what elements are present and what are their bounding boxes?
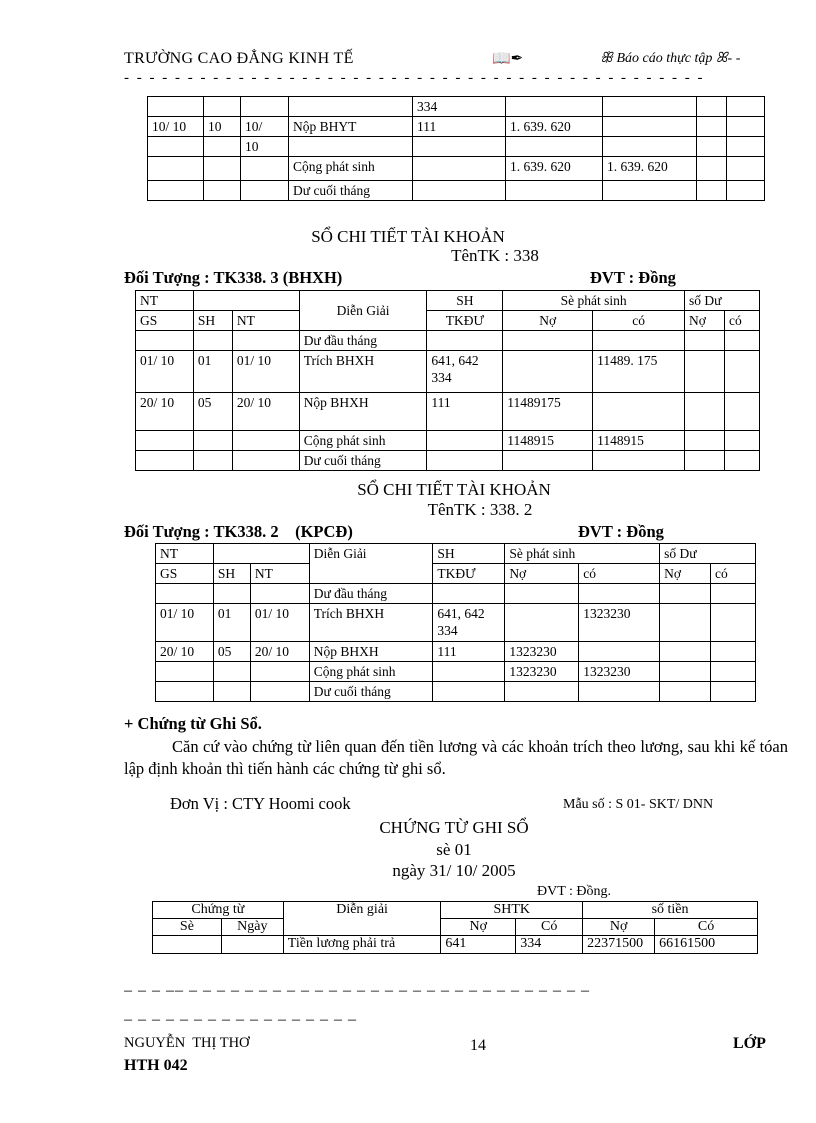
cell bbox=[153, 936, 222, 954]
cell bbox=[250, 584, 309, 604]
cell bbox=[724, 393, 759, 431]
cell: 01/ 10 bbox=[250, 604, 309, 642]
cell bbox=[727, 181, 765, 201]
h-amount: số tiền bbox=[583, 902, 758, 919]
cell bbox=[156, 682, 214, 702]
cell bbox=[427, 431, 503, 451]
cell bbox=[156, 662, 214, 682]
h-so: Sè bbox=[153, 919, 222, 936]
cell bbox=[433, 682, 505, 702]
cell bbox=[711, 584, 756, 604]
h-co: Có bbox=[516, 919, 583, 936]
section1-account: TênTK : 338 bbox=[451, 246, 539, 265]
cell bbox=[660, 642, 711, 662]
section2-title: SỔ CHI TIẾT TÀI KHOẢN bbox=[357, 480, 551, 499]
cell: 10/ 10 bbox=[148, 117, 204, 137]
h-sh-col: SH bbox=[193, 311, 232, 331]
cell bbox=[250, 682, 309, 702]
voucher-date: ngày 31/ 10/ 2005 bbox=[392, 861, 516, 880]
cell: 20/ 10 bbox=[232, 393, 299, 431]
cell bbox=[413, 137, 506, 157]
cell: Nộp BHXH bbox=[299, 393, 427, 431]
cell bbox=[685, 451, 725, 471]
cell bbox=[711, 662, 756, 682]
book-pen-icon: 📖✒ bbox=[492, 51, 524, 67]
cell: 05 bbox=[193, 393, 232, 431]
cell bbox=[711, 682, 756, 702]
h-desc: Diễn Giải bbox=[299, 291, 427, 331]
class-label: LỚP bbox=[733, 1035, 766, 1052]
cell: Dư đầu tháng bbox=[299, 331, 427, 351]
cell bbox=[193, 431, 232, 451]
cell bbox=[289, 97, 413, 117]
cell: 334 bbox=[516, 936, 583, 954]
cell: 01/ 10 bbox=[156, 604, 214, 642]
cell bbox=[136, 331, 194, 351]
cell bbox=[148, 157, 204, 181]
cell: 1. 639. 620 bbox=[506, 157, 603, 181]
cell bbox=[204, 97, 241, 117]
cell bbox=[213, 682, 250, 702]
report-title: ꕥ Báo cáo thực tập ꕤ- - bbox=[600, 51, 741, 66]
page-number: 14 bbox=[470, 1037, 486, 1054]
table-row bbox=[148, 97, 765, 117]
footer-divider-1: – – – –– – – – – – – – – – – – – – – – – – – – – – – – – – – – – – bbox=[124, 982, 590, 999]
cell: 20/ 10 bbox=[250, 642, 309, 662]
section2-object: Đối Tượng : TK338. 2 (KPCĐ) bbox=[124, 522, 353, 541]
h-nt: NT bbox=[156, 544, 214, 564]
cell bbox=[724, 331, 759, 351]
cell: 1. 639. 620 bbox=[603, 157, 697, 181]
cell: 1323230 bbox=[579, 604, 660, 642]
cell bbox=[193, 451, 232, 471]
h-nt-col: NT bbox=[232, 311, 299, 331]
cell bbox=[697, 157, 727, 181]
cell bbox=[593, 331, 685, 351]
cell bbox=[727, 157, 765, 181]
cell bbox=[505, 682, 579, 702]
section1-title: SỔ CHI TIẾT TÀI KHOẢN bbox=[311, 227, 505, 246]
cell bbox=[241, 181, 289, 201]
cell bbox=[232, 431, 299, 451]
cell bbox=[506, 137, 603, 157]
voucher-heading: + Chứng từ Ghi Sổ. bbox=[124, 714, 262, 733]
h-no-balance: Nợ bbox=[660, 564, 711, 584]
cell bbox=[503, 331, 593, 351]
cell bbox=[433, 584, 505, 604]
cell: Cộng phát sinh bbox=[309, 662, 433, 682]
h-desc: Diễn Giải bbox=[309, 544, 433, 584]
cell: 10/ bbox=[241, 117, 289, 137]
cell bbox=[711, 642, 756, 662]
cell: Trích BHXH bbox=[299, 351, 427, 393]
cell: Dư cuối tháng bbox=[299, 451, 427, 471]
h-co-amount: Có bbox=[655, 919, 758, 936]
cell bbox=[136, 451, 194, 471]
cell: 01 bbox=[193, 351, 232, 393]
ledger-table-kpcd bbox=[155, 543, 756, 702]
cell bbox=[724, 451, 759, 471]
cell: 111 bbox=[433, 642, 505, 662]
h-arise: Sè phát sinh bbox=[503, 291, 685, 311]
table-row bbox=[156, 682, 756, 702]
header-divider: - - - - - - - - - - - - - - - - - - - - - - - - - - - - - - - - - - - - - - - - - - - - - - bbox=[124, 70, 705, 86]
section1-unit: ĐVT : Đồng bbox=[590, 268, 676, 287]
cell: 01 bbox=[213, 604, 250, 642]
cell bbox=[213, 662, 250, 682]
cell bbox=[427, 451, 503, 471]
cell: 111 bbox=[413, 117, 506, 137]
cell bbox=[593, 451, 685, 471]
section2-unit: ĐVT : Đồng bbox=[578, 522, 664, 541]
cell: 11489. 175 bbox=[593, 351, 685, 393]
cell: 01/ 10 bbox=[136, 351, 194, 393]
cell bbox=[505, 584, 579, 604]
cell: Dư cuối tháng bbox=[289, 181, 413, 201]
cell bbox=[579, 642, 660, 662]
cell bbox=[433, 662, 505, 682]
cell: 1. 639. 620 bbox=[506, 117, 603, 137]
cell: 111 bbox=[427, 393, 503, 431]
table-row bbox=[136, 431, 760, 451]
cell bbox=[603, 137, 697, 157]
cell bbox=[603, 97, 697, 117]
ledger-table-bhxh bbox=[135, 290, 760, 471]
section1-object: Đối Tượng : TK338. 3 (BHXH) bbox=[124, 268, 343, 287]
cell: 10 bbox=[241, 137, 289, 157]
table-row bbox=[156, 584, 756, 604]
h-arise: Sè phát sinh bbox=[505, 544, 660, 564]
cell bbox=[413, 181, 506, 201]
cell bbox=[579, 682, 660, 702]
cell bbox=[221, 936, 283, 954]
table-row bbox=[136, 451, 760, 471]
table-row bbox=[148, 157, 765, 181]
voucher-table bbox=[152, 901, 758, 954]
cell: 01/ 10 bbox=[232, 351, 299, 393]
h-nt-col: NT bbox=[250, 564, 309, 584]
h-no: Nợ bbox=[503, 311, 593, 331]
table-row bbox=[136, 351, 760, 393]
section2-account: TênTK : 338. 2 bbox=[427, 500, 533, 519]
cell bbox=[148, 181, 204, 201]
cell: Cộng phát sinh bbox=[299, 431, 427, 451]
cell bbox=[579, 584, 660, 604]
cell bbox=[250, 662, 309, 682]
cell: 641, 642 334 bbox=[433, 604, 505, 642]
table-row bbox=[148, 137, 765, 157]
cell: 641, 642 334 bbox=[427, 351, 503, 393]
cell: 20/ 10 bbox=[156, 642, 214, 662]
h-co-balance: có bbox=[724, 311, 759, 331]
cell bbox=[603, 181, 697, 201]
h-voucher: Chứng từ bbox=[153, 902, 284, 919]
h-co: có bbox=[593, 311, 685, 331]
cell bbox=[660, 584, 711, 604]
cell bbox=[660, 604, 711, 642]
cell bbox=[660, 662, 711, 682]
h-gs: GS bbox=[136, 311, 194, 331]
cell: 66161500 bbox=[655, 936, 758, 954]
table-row bbox=[153, 936, 758, 954]
cell bbox=[593, 393, 685, 431]
cell bbox=[685, 393, 725, 431]
h-no: Nợ bbox=[505, 564, 579, 584]
voucher-number: sè 01 bbox=[436, 840, 472, 859]
h-nt: NT bbox=[136, 291, 194, 311]
cell: 1323230 bbox=[505, 662, 579, 682]
h-balance: số Dư bbox=[660, 544, 756, 564]
cell bbox=[724, 351, 759, 393]
table-row bbox=[136, 331, 760, 351]
h-tkdu: TKĐƯ bbox=[433, 564, 505, 584]
cell bbox=[685, 431, 725, 451]
cell bbox=[156, 584, 214, 604]
table-row bbox=[136, 393, 760, 431]
cell: 1323230 bbox=[579, 662, 660, 682]
cell bbox=[241, 97, 289, 117]
cell bbox=[685, 331, 725, 351]
cell: 1148915 bbox=[503, 431, 593, 451]
table-row bbox=[156, 604, 756, 642]
cell bbox=[413, 157, 506, 181]
cell: Dư cuối tháng bbox=[309, 682, 433, 702]
cell bbox=[427, 331, 503, 351]
h-ngay: Ngày bbox=[221, 919, 283, 936]
cell bbox=[724, 431, 759, 451]
continuation-table bbox=[147, 96, 765, 201]
cell bbox=[503, 451, 593, 471]
cell bbox=[505, 604, 579, 642]
h-sh-col: SH bbox=[213, 564, 250, 584]
unit-name: Đơn Vị : CTY Hoomi cook bbox=[170, 794, 351, 813]
cell: Dư đầu tháng bbox=[309, 584, 433, 604]
h-co: có bbox=[579, 564, 660, 584]
cell bbox=[697, 137, 727, 157]
cell: 20/ 10 bbox=[136, 393, 194, 431]
table-row bbox=[156, 662, 756, 682]
table-row bbox=[148, 117, 765, 137]
form-number: Mẫu số : S 01- SKT/ DNN bbox=[563, 797, 714, 812]
h-co-balance: có bbox=[711, 564, 756, 584]
cell bbox=[685, 351, 725, 393]
cell: 22371500 bbox=[583, 936, 655, 954]
cell bbox=[136, 431, 194, 451]
table-row bbox=[148, 181, 765, 201]
cell bbox=[148, 97, 204, 117]
footer-divider-2: – – – – – – – – – – – – – – – – – bbox=[124, 1011, 357, 1028]
h-no-amount: Nợ bbox=[583, 919, 655, 936]
cell bbox=[506, 97, 603, 117]
h-no-balance: Nợ bbox=[685, 311, 725, 331]
h-sh: SH bbox=[433, 544, 505, 564]
cell: Tiền lương phải trả bbox=[283, 936, 441, 954]
cell bbox=[697, 117, 727, 137]
cell: Trích BHXH bbox=[309, 604, 433, 642]
table-row bbox=[156, 642, 756, 662]
voucher-paragraph: Căn cứ vào chứng từ liên quan đến tiền lương và các khoản trích theo lương, sau khi kế tóan lập định khoản thì tiến hành các chứng từ ghi sổ. bbox=[124, 737, 788, 778]
cell bbox=[506, 181, 603, 201]
cell: Nộp BHXH bbox=[309, 642, 433, 662]
cell: 334 bbox=[413, 97, 506, 117]
author-name: NGUYỄN THỊ THƠ bbox=[124, 1035, 250, 1051]
cell bbox=[727, 97, 765, 117]
cell bbox=[727, 117, 765, 137]
cell: 1148915 bbox=[593, 431, 685, 451]
h-shtk: SHTK bbox=[441, 902, 583, 919]
cell bbox=[241, 157, 289, 181]
cell bbox=[660, 682, 711, 702]
cell: 10 bbox=[204, 117, 241, 137]
h-tkdu: TKĐƯ bbox=[427, 311, 503, 331]
cell: 11489175 bbox=[503, 393, 593, 431]
h-no: Nợ bbox=[441, 919, 516, 936]
cell bbox=[727, 137, 765, 157]
cell bbox=[697, 181, 727, 201]
h-desc: Diễn giải bbox=[283, 902, 441, 936]
h-sh: SH bbox=[427, 291, 503, 311]
cell bbox=[204, 157, 241, 181]
cell bbox=[603, 117, 697, 137]
voucher-currency: ĐVT : Đồng. bbox=[537, 884, 612, 899]
cell bbox=[697, 97, 727, 117]
cell bbox=[232, 451, 299, 471]
voucher-title: CHỨNG TỪ GHI SỔ bbox=[379, 818, 529, 837]
cell: 1323230 bbox=[505, 642, 579, 662]
cell bbox=[204, 137, 241, 157]
cell bbox=[711, 604, 756, 642]
class-code: HTH 042 bbox=[124, 1057, 188, 1074]
cell bbox=[193, 331, 232, 351]
cell: Cộng phát sinh bbox=[289, 157, 413, 181]
cell bbox=[232, 331, 299, 351]
cell: 641 bbox=[441, 936, 516, 954]
h-gs: GS bbox=[156, 564, 214, 584]
cell bbox=[503, 351, 593, 393]
cell: Nộp BHYT bbox=[289, 117, 413, 137]
cell bbox=[213, 584, 250, 604]
cell bbox=[289, 137, 413, 157]
h-balance: số Dư bbox=[685, 291, 760, 311]
school-name: TRƯỜNG CAO ĐẲNG KINH TẾ bbox=[124, 50, 354, 67]
cell bbox=[148, 137, 204, 157]
cell: 05 bbox=[213, 642, 250, 662]
cell bbox=[204, 181, 241, 201]
